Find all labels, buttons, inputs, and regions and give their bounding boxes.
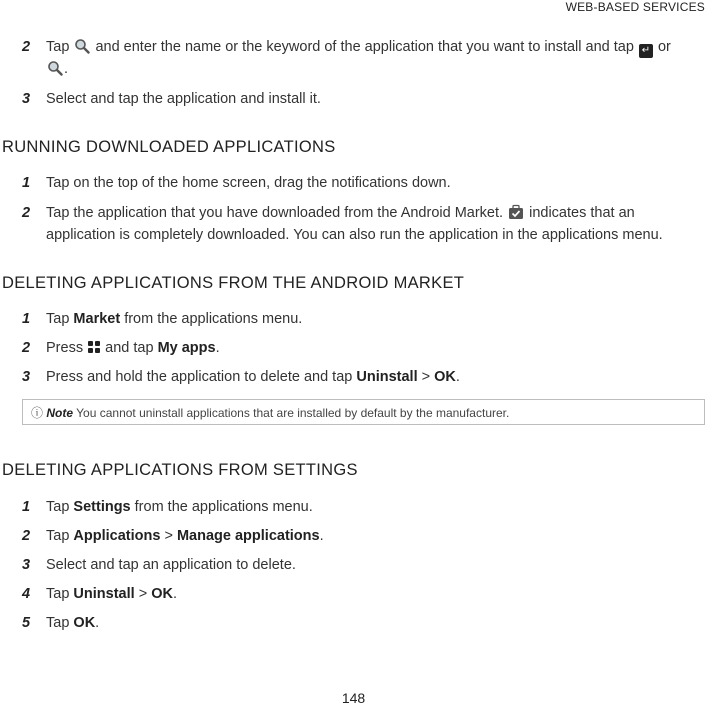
step-number: 3 (22, 91, 31, 107)
step-intro-3 (22, 88, 702, 110)
step-number: 5 (22, 615, 31, 631)
step-number: 4 (22, 586, 31, 602)
step-number: 1 (22, 311, 31, 327)
download-complete-icon (508, 204, 524, 220)
step-settings-1 (22, 496, 702, 518)
note-box (22, 399, 705, 425)
section-title-deleting-market: DELETING APPLICATIONS FROM THE ANDROID MARKET (2, 274, 465, 292)
step-settings-3 (22, 554, 702, 576)
step-settings-4 (22, 583, 702, 605)
step-running-2 (22, 202, 702, 246)
search-icon (47, 60, 63, 76)
step-text: Tap Market from the applications menu. (46, 311, 303, 327)
step-settings-5 (22, 612, 702, 634)
step-settings-2 (22, 525, 702, 547)
step-number: 1 (22, 175, 31, 191)
step-running-1 (22, 172, 702, 194)
running-header: WEB-BASED SERVICES (565, 0, 705, 14)
step-text: Select and tap an application to delete. (46, 557, 296, 573)
step-text: Tap on the top of the home screen, drag the notifications down. (46, 175, 451, 191)
step-number: 3 (22, 557, 31, 573)
step-number: 2 (22, 205, 31, 221)
menu-key-icon (88, 341, 100, 353)
step-text: Tap the application that you have downloaded from the Android Market. indicates that an application is completely downloaded. You can also run the application in the applications menu. (46, 205, 663, 243)
step-number: 2 (22, 39, 31, 55)
step-text: Select and tap the application and install it. (46, 91, 321, 107)
step-text: Tap Applications > Manage applications. (46, 528, 324, 544)
page-number: 148 (341, 690, 366, 706)
step-number: 2 (22, 340, 31, 356)
step-number: 3 (22, 369, 31, 385)
step-market-2 (22, 337, 702, 359)
note-text: You cannot uninstall applications that are installed by default by the manufacturer. (76, 406, 510, 420)
step-intro-2 (22, 36, 702, 80)
step-text: Tap OK. (46, 615, 100, 631)
step-market-3 (22, 366, 702, 388)
step-text: Tap Settings from the applications menu. (46, 499, 313, 515)
section-title-running: RUNNING DOWNLOADED APPLICATIONS (2, 138, 336, 156)
search-icon (74, 38, 90, 54)
step-market-1 (22, 308, 702, 330)
note-label: Note (46, 406, 74, 420)
section-title-deleting-settings: DELETING APPLICATIONS FROM SETTINGS (2, 461, 358, 479)
step-text: Tap and enter the name or the keyword of the application that you want to install and tap ↵ or . (46, 39, 671, 77)
step-number: 2 (22, 528, 31, 544)
step-text: Press and tap My apps. (46, 340, 220, 356)
step-text: Press and hold the application to delete and tap Uninstall > OK. (46, 369, 460, 385)
step-text: Tap Uninstall > OK. (46, 586, 177, 602)
enter-key-icon: ↵ (639, 44, 653, 58)
info-icon: ⓘ (31, 406, 44, 420)
step-number: 1 (22, 499, 31, 515)
